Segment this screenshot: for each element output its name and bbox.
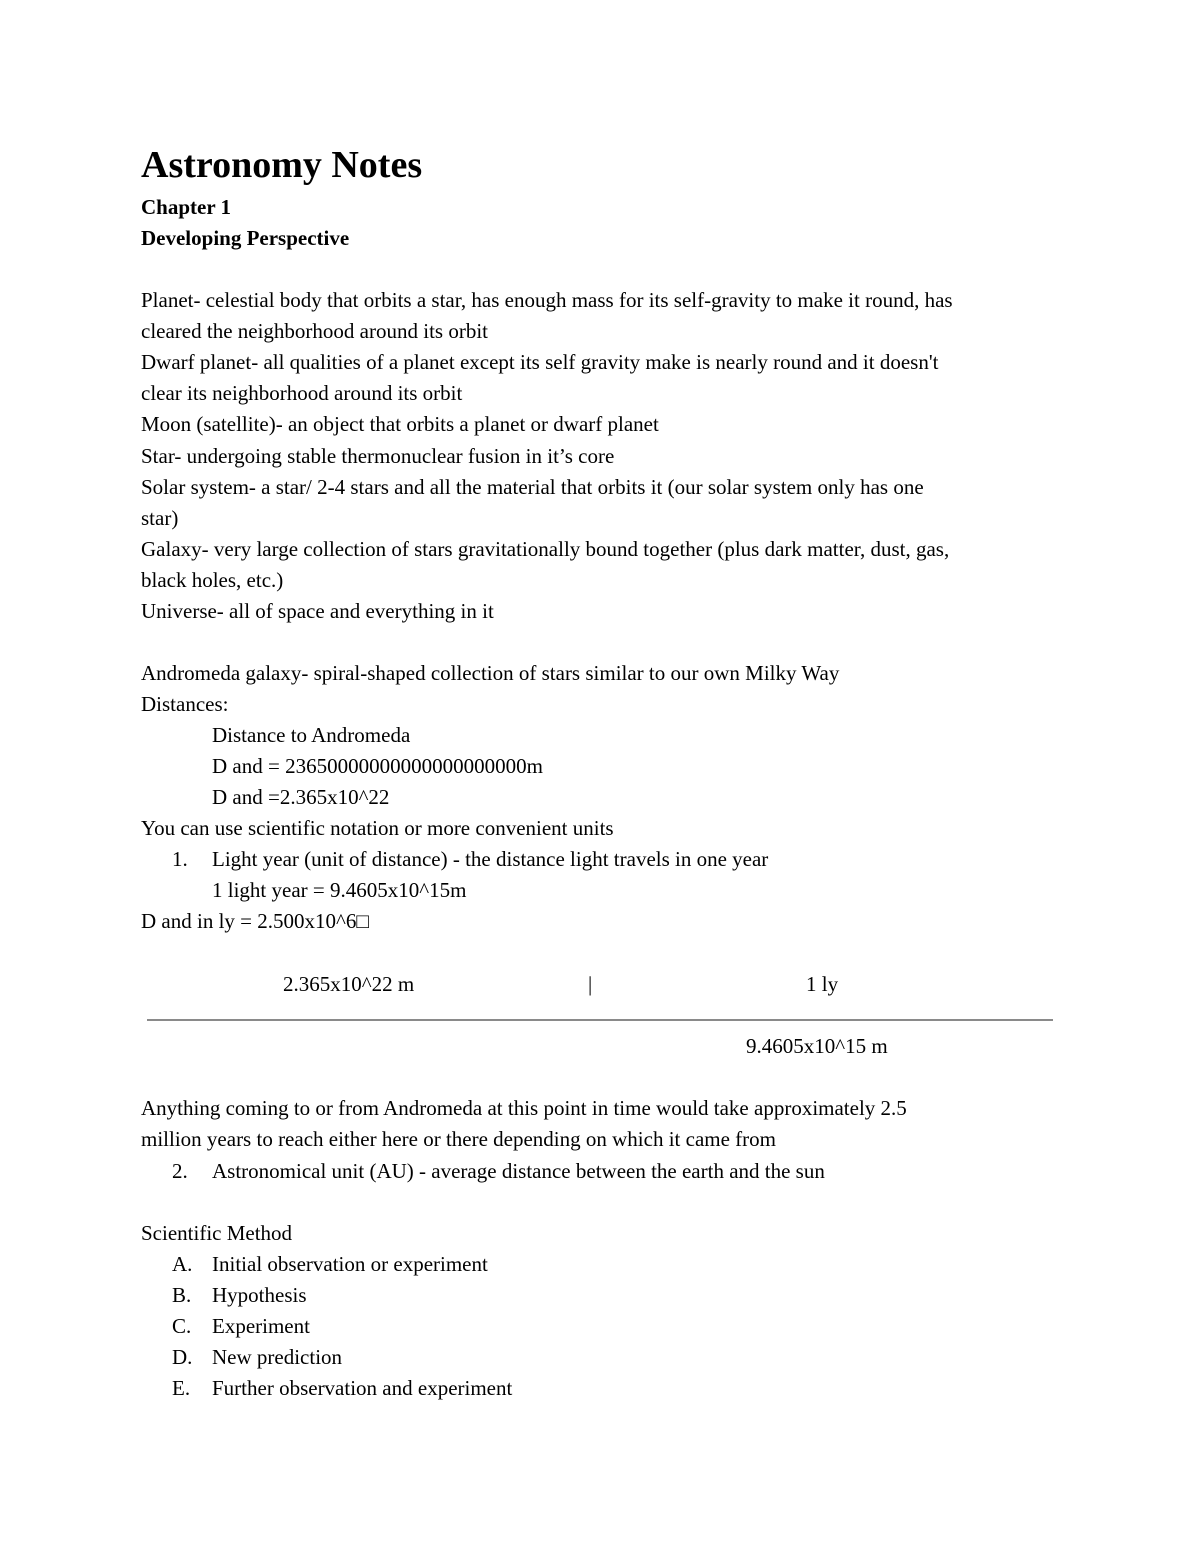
list-marker: C.: [172, 1314, 192, 1338]
conversion-denominator: 9.4605x10^15 m: [746, 1034, 888, 1058]
method-step: Further observation and experiment: [212, 1376, 513, 1400]
distance-full: D and = 23650000000000000000000m: [212, 754, 543, 778]
fraction-divider: [147, 1019, 1053, 1021]
list-item-astronomical-unit: Astronomical unit (AU) - average distance between the earth and the sun: [212, 1159, 825, 1183]
distance-heading: Distance to Andromeda: [212, 723, 411, 747]
distance-in-ly: D and in ly = 2.500x10^6□: [141, 909, 370, 933]
notation-note: You can use scientific notation or more convenient units: [141, 816, 614, 840]
definition-line: Planet- celestial body that orbits a star, has enough mass for its self-gravity to make it round, has: [141, 288, 953, 312]
list-item-light-year: Light year (unit of distance) - the distance light travels in one year: [212, 847, 769, 871]
conversion-numerator-right: 1 ly: [806, 972, 839, 996]
list-marker: D.: [172, 1345, 193, 1369]
list-marker: E.: [172, 1376, 191, 1400]
method-heading: Scientific Method: [141, 1221, 293, 1245]
conversion-separator: |: [588, 972, 593, 996]
method-step: Hypothesis: [212, 1283, 307, 1307]
list-marker: A.: [172, 1252, 193, 1276]
definition-line: Moon (satellite)- an object that orbits a planet or dwarf planet: [141, 412, 659, 436]
andromeda-intro: Andromeda galaxy- spiral-shaped collection of stars similar to our own Milky Way: [141, 661, 840, 685]
light-year-definition: 1 light year = 9.4605x10^15m: [212, 878, 467, 902]
method-step: Initial observation or experiment: [212, 1252, 488, 1276]
method-step: Experiment: [212, 1314, 310, 1338]
travel-note-line: million years to reach either here or there depending on which it came from: [141, 1127, 777, 1151]
definition-line: star): [141, 506, 179, 530]
definition-line: cleared the neighborhood around its orbit: [141, 319, 488, 343]
section-heading: Developing Perspective: [141, 226, 350, 250]
definition-line: Star- undergoing stable thermonuclear fusion in it’s core: [141, 444, 615, 468]
distance-scientific: D and =2.365x10^22: [212, 785, 390, 809]
method-step: New prediction: [212, 1345, 343, 1369]
list-marker: B.: [172, 1283, 192, 1307]
definition-line: black holes, etc.): [141, 568, 284, 592]
definition-line: Universe- all of space and everything in it: [141, 599, 494, 623]
definition-line: Dwarf planet- all qualities of a planet except its self gravity make is nearly round and it doesn't: [141, 350, 939, 374]
list-marker: 1.: [172, 847, 188, 871]
definition-line: Galaxy- very large collection of stars gravitationally bound together (plus dark matter, dust, gas,: [141, 537, 950, 561]
page-title: Astronomy Notes: [141, 144, 423, 186]
definition-line: clear its neighborhood around its orbit: [141, 381, 463, 405]
chapter-heading: Chapter 1: [141, 195, 232, 219]
travel-note-line: Anything coming to or from Andromeda at this point in time would take approximately 2.5: [141, 1096, 907, 1120]
definition-line: Solar system- a star/ 2-4 stars and all the material that orbits it (our solar system only has one: [141, 475, 924, 499]
list-marker: 2.: [172, 1159, 188, 1183]
conversion-numerator-left: 2.365x10^22 m: [283, 972, 415, 996]
distances-label: Distances:: [141, 692, 229, 716]
